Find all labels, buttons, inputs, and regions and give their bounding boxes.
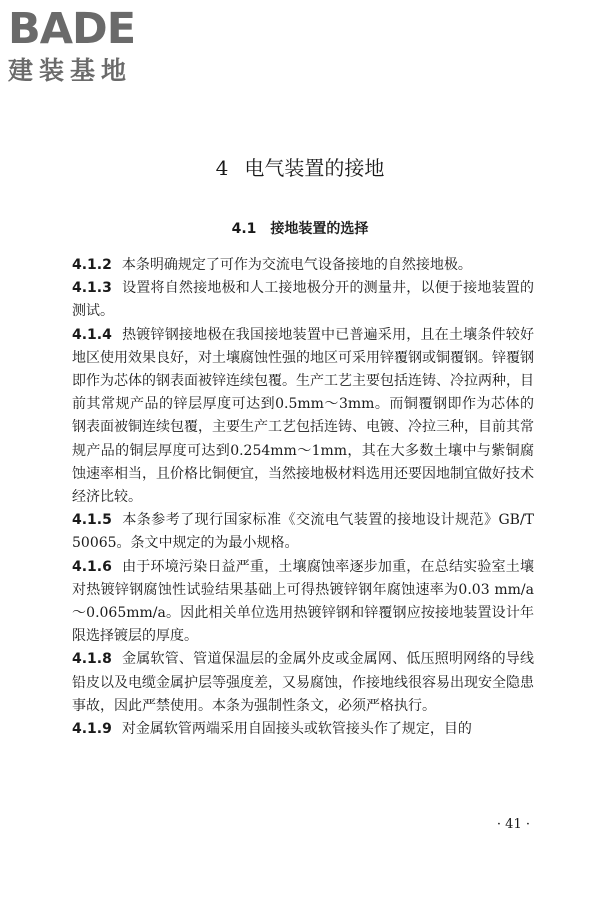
page-number: · 41 ·: [496, 817, 530, 832]
logo-subtitle: 建装基地: [8, 56, 133, 85]
clause-text: 对金属软管两端采用自固接头或软管接头作了规定，目的: [121, 721, 472, 738]
clause-text: 设置将自然接地极和人工接地极分开的测量井，以便于接地装置的测试。: [72, 280, 534, 320]
clause-number: 4.1.6: [72, 558, 112, 575]
clause: [72, 648, 534, 718]
clause-number: 4.1.2: [72, 257, 112, 273]
clause: [72, 277, 534, 323]
section-number: 4.1: [231, 221, 257, 237]
clause: [72, 718, 534, 741]
clause: [72, 509, 534, 555]
clause-text: 热镀锌钢接地极在我国接地装置中已普遍采用，且在土壤条件较好地区使用效果良好，对土壤腐蚀性强的地区可采用锌覆钢或铜覆钢。锌覆钢即作为芯体的钢表面被锌连续包覆。生产工艺主要包括连铸、冷拉两种，目前其常规产品的锌层厚度可达到0.5mm～3mm。而铜覆钢即作为芯体的钢表面被铜连续包覆，主要生产工艺包括连铸、电镀、冷拉三种，目前其常规产品的铜层厚度可达到0.254mm～1mm，其在大多数土壤中与紫铜腐蚀速率相当，且价格比铜便宜，当然接地极材料选用还要因地制宜做好技术经济比较。: [72, 326, 534, 506]
clause: [72, 556, 534, 649]
chapter-heading: [0, 154, 600, 182]
clause-list: [72, 254, 534, 741]
bade-logo: [8, 6, 178, 88]
chapter-title: 电气装置的接地: [244, 156, 385, 180]
chapter-number: 4: [215, 156, 229, 180]
clause-number: 4.1.9: [72, 721, 112, 738]
logo-mark: BADE: [8, 4, 136, 54]
clause-number: 4.1.3: [72, 280, 112, 297]
clause-number: 4.1.8: [72, 651, 112, 668]
clause-number: 4.1.5: [72, 512, 112, 529]
clause-text: 由于环境污染日益严重，土壤腐蚀率逐步加重，在总结实验室土壤对热镀锌钢腐蚀性试验结果基础上可得热镀锌钢年腐蚀速率为0.03 mm/a ～0.065mm/a。因此相关单位选用热镀锌钢和锌覆钢应按接地装置设计年限选择镀层的厚度。: [72, 558, 534, 645]
clause: [72, 254, 534, 277]
clause-number: 4.1.4: [72, 326, 112, 343]
section-title: 接地装置的选择: [270, 221, 369, 237]
clause-text: 本条参考了现行国家标准《交流电气装置的接地设计规范》GB/T 50065。条文中规定的为最小规格。: [72, 512, 534, 552]
clause-text: 本条明确规定了可作为交流电气设备接地的自然接地极。: [121, 257, 472, 273]
clause-text: 金属软管、管道保温层的金属外皮或金属网、低压照明网络的导线铅皮以及电缆金属护层等强度差，又易腐蚀，作接地线很容易出现安全隐患事故，因此严禁使用。本条为强制性条文，必须严格执行。: [72, 651, 534, 714]
section-heading: [0, 218, 600, 240]
clause: [72, 324, 534, 510]
